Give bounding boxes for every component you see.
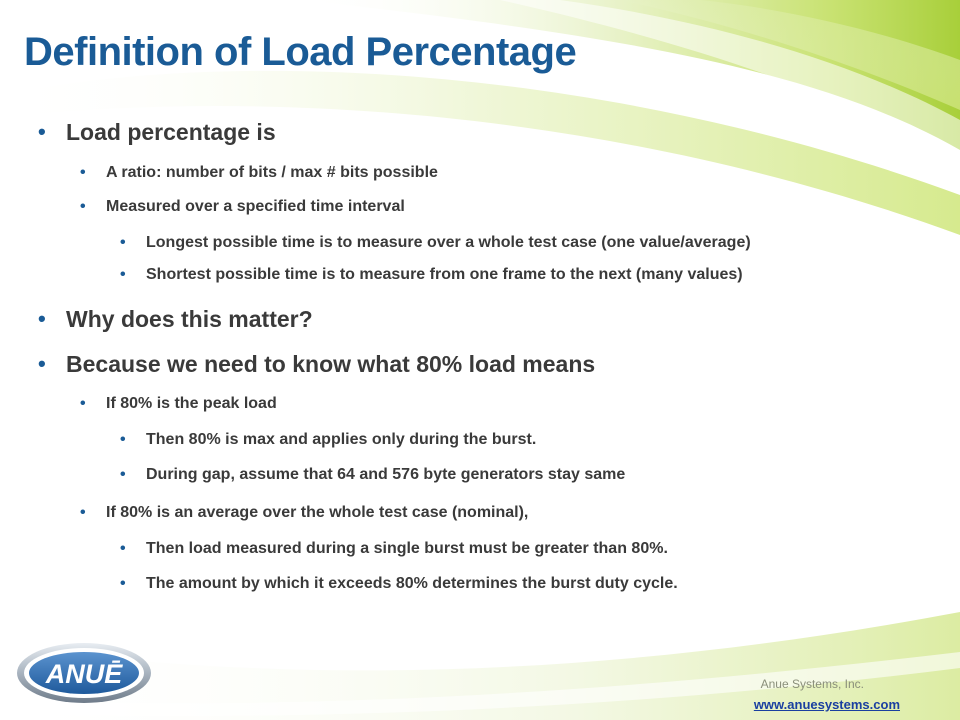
bullet-text: During gap, assume that 64 and 576 byte generators stay same <box>146 466 626 483</box>
bullet-dot: • <box>38 306 46 331</box>
bullet-dot: • <box>80 164 86 181</box>
bullet-text: Shortest possible time is to measure from one frame to the next (many values) <box>146 266 743 283</box>
bullet-dot: • <box>80 395 86 412</box>
bullet-dot: • <box>120 234 126 251</box>
bullet-dot: • <box>120 431 126 448</box>
bullet-text: Measured over a specified time interval <box>106 198 405 215</box>
website-link[interactable]: www.anuesystems.com <box>753 697 900 712</box>
bullet-text: A ratio: number of bits / max # bits possible <box>106 164 438 181</box>
bullet-dot: • <box>38 119 46 144</box>
bullet-dot: • <box>120 575 126 592</box>
bullet-text: If 80% is the peak load <box>106 395 277 412</box>
bullet-text: Why does this matter? <box>66 306 313 332</box>
bullet-dot: • <box>120 266 126 283</box>
bullet-text: Then load measured during a single burst must be greater than 80%. <box>146 540 668 557</box>
bullet-text: Load percentage is <box>66 119 276 145</box>
bullet-item <box>38 119 276 146</box>
logo-text: ANUĒ <box>45 659 123 689</box>
slide-title: Definition of Load Percentage <box>24 30 577 74</box>
bullet-dot: • <box>80 504 86 521</box>
bullet-text: Longest possible time is to measure over a whole test case (one value/average) <box>146 234 751 251</box>
bullet-item <box>38 351 595 378</box>
bullet-item <box>120 234 751 252</box>
anue-logo <box>14 640 154 706</box>
bullet-item <box>80 198 405 216</box>
bullet-item <box>120 431 536 449</box>
bullet-item <box>120 575 678 593</box>
bullet-item <box>120 266 743 284</box>
bullet-item <box>80 395 277 413</box>
bullet-dot: • <box>38 351 46 376</box>
bullet-text: If 80% is an average over the whole test case (nominal), <box>106 504 529 521</box>
bullet-dot: • <box>120 466 126 483</box>
bullet-item <box>80 164 438 182</box>
bullet-item <box>120 466 625 484</box>
bullet-dot: • <box>120 540 126 557</box>
bullet-dot: • <box>80 198 86 215</box>
bullet-item <box>38 306 313 333</box>
bullet-text: Then 80% is max and applies only during the burst. <box>146 431 537 448</box>
bullet-text: Because we need to know what 80% load means <box>66 351 596 377</box>
bullet-text: The amount by which it exceeds 80% determines the burst duty cycle. <box>146 575 678 592</box>
bullet-item <box>120 540 668 558</box>
bullet-item <box>80 504 528 522</box>
company-name: Anue Systems, Inc. <box>760 677 864 691</box>
